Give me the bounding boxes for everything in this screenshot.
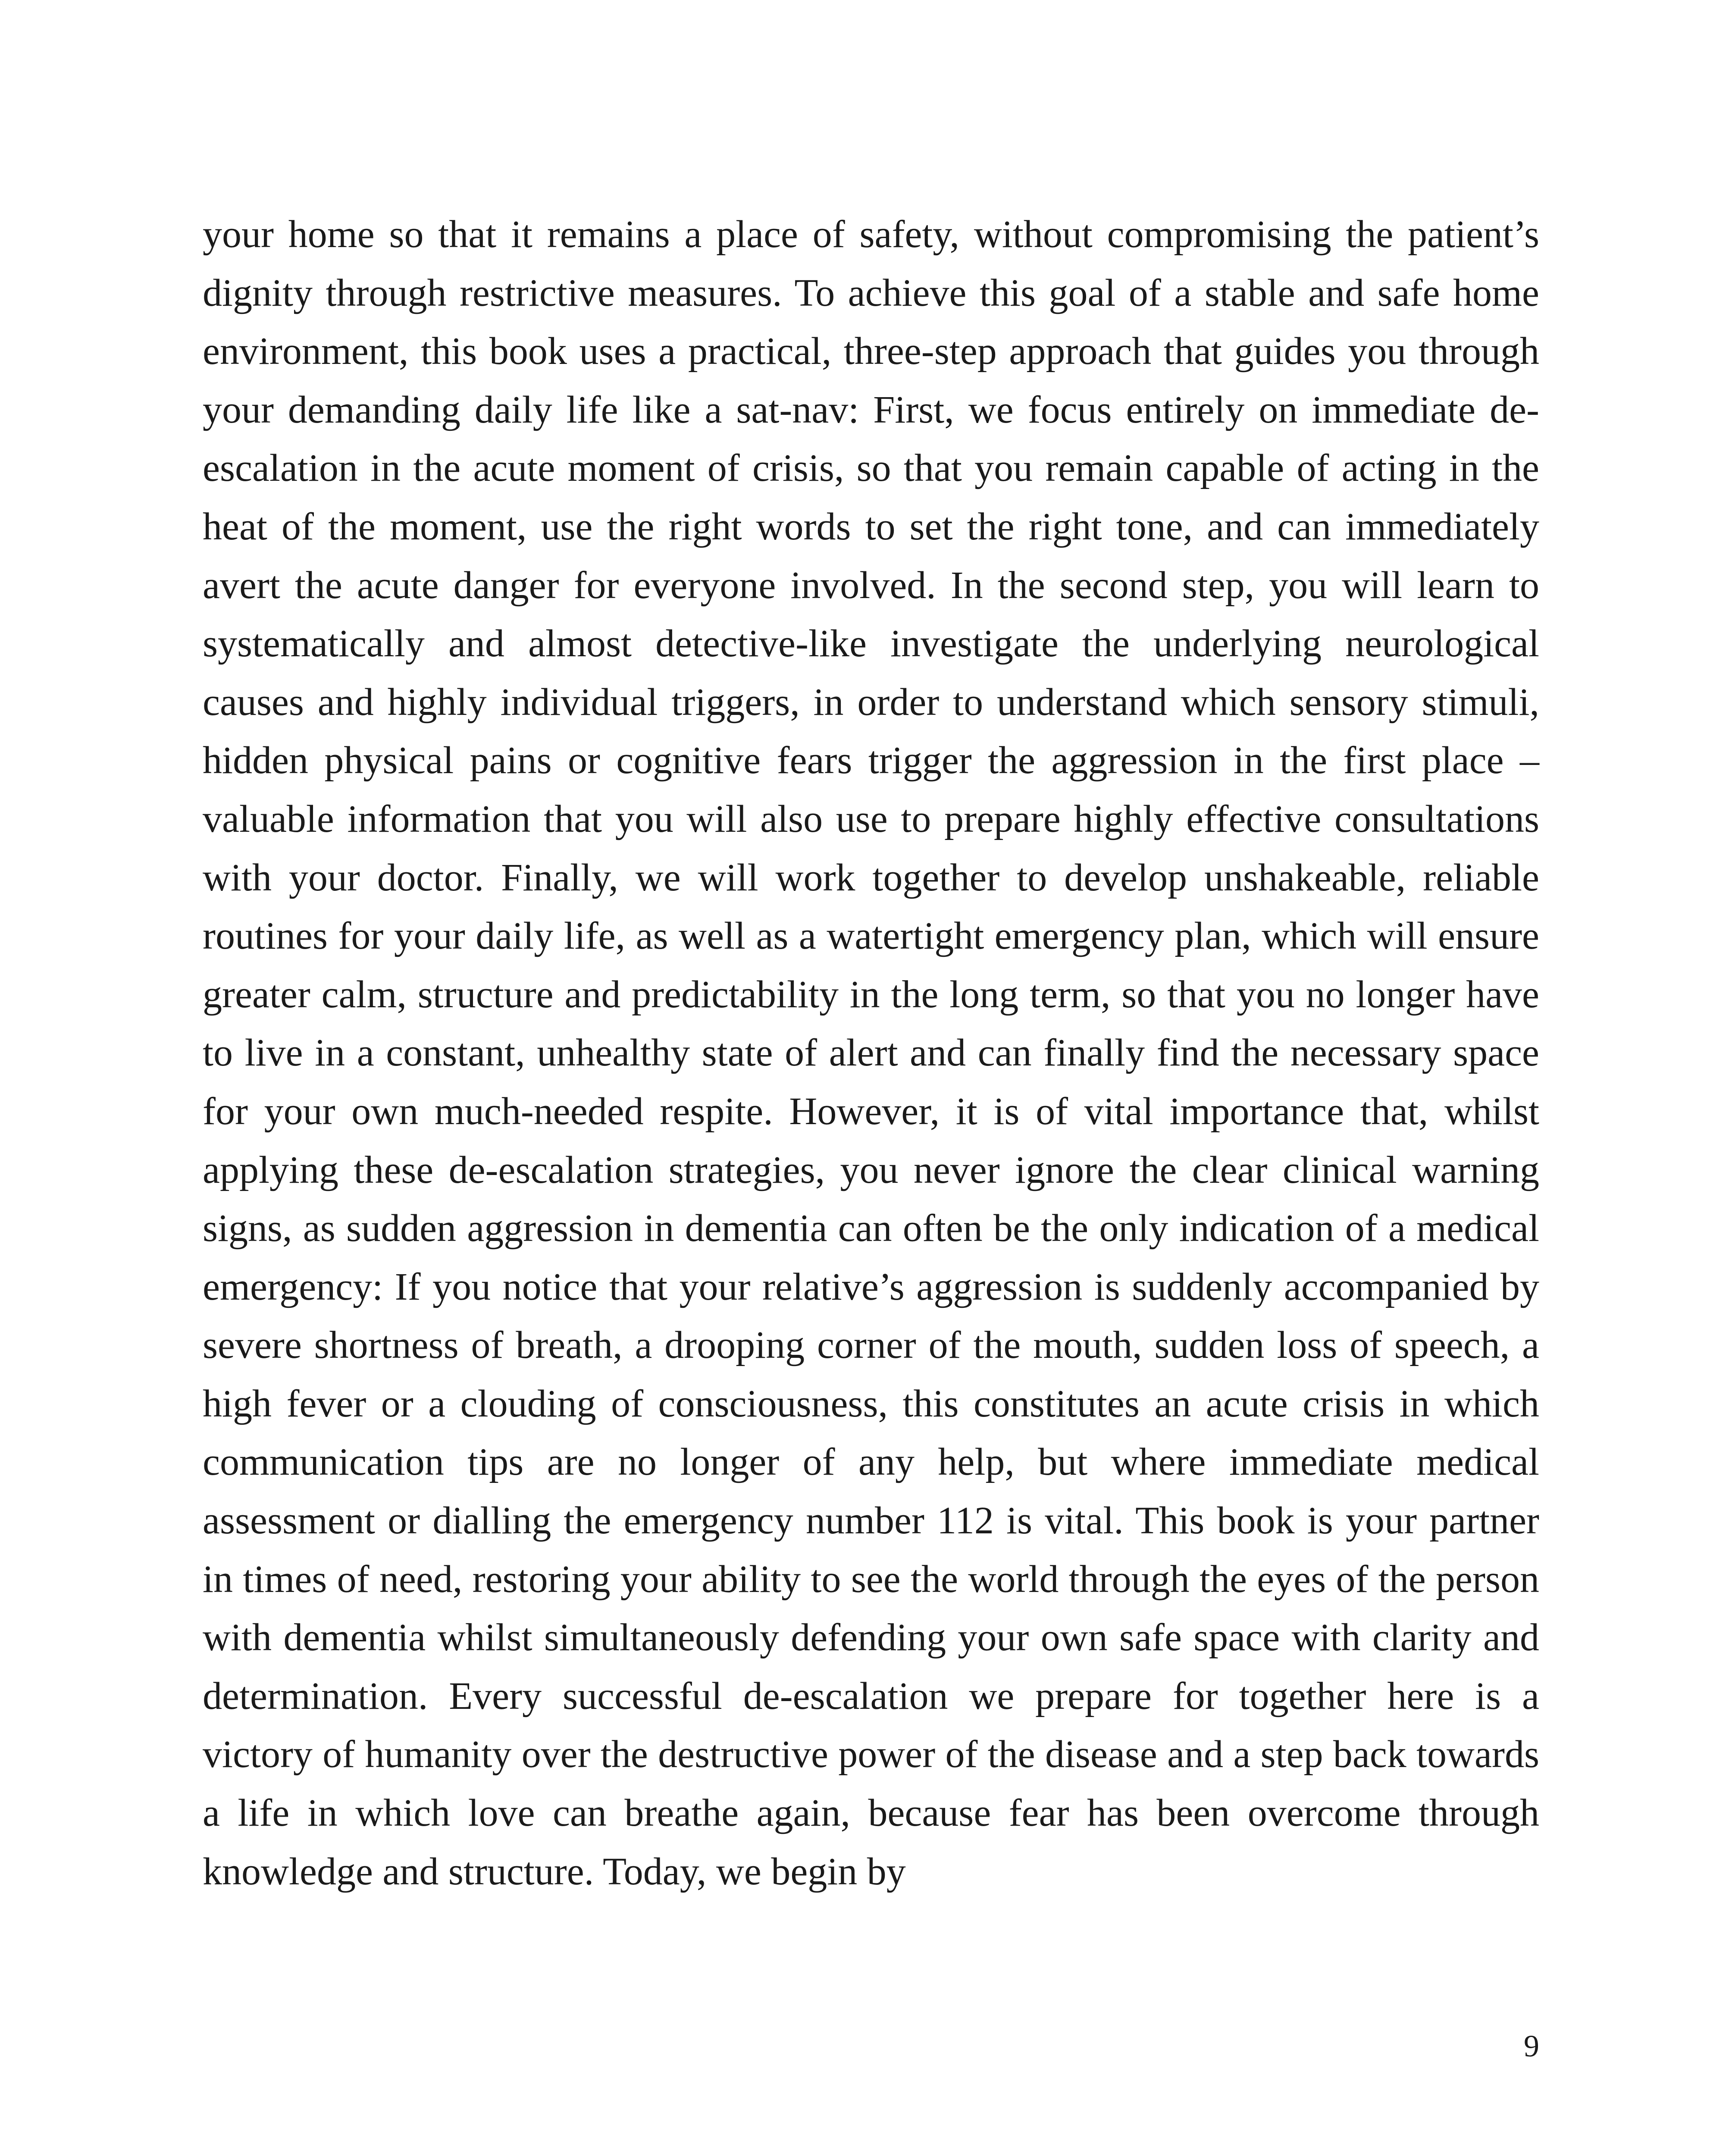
page-number: 9 bbox=[1524, 2029, 1539, 2063]
body-paragraph: your home so that it remains a place of safety, without compromising the patient’s dignity through restrictive measures. To achieve this goal of a stable and safe home environment, this book uses a practical, three-step approach that guides you through your demanding daily life like a sat-nav: First, we focus entirely on immediate de-escalation in the acute moment of crisis, so that you remain capable of acting in the heat of the moment, use the right words to set the right tone, and can immediately avert the acute danger for everyone involved. In the second step, you will learn to systematically and almost detective-like investigate the underlying neurological causes and highly individual triggers, in order to understand which sensory stimuli, hidden physical pains or cognitive fears trigger the aggression in the first place – valuable information that you will also use to prepare highly effective consultations with your doctor. Finally, we will work together to develop unshakeable, reliable routines for your daily life, as well as a watertight emergency plan, which will ensure greater calm, structure and predictability in the long term, so that you no longer have to live in a constant, unhealthy state of alert and can finally find the necessary space for your own much-needed respite. However, it is of vital importance that, whilst applying these de-escalation strategies, you never ignore the clear clinical warning signs, as sudden aggression in dementia can often be the only indication of a medical emergency: If you notice that your relative’s aggression is suddenly accompanied by severe shortness of breath, a drooping corner of the mouth, sudden loss of speech, a high fever or a clouding of consciousness, this constitutes an acute crisis in which communication tips are no longer of any help, but where immediate medical assessment or dialling the emergency number 112 is vital. This book is your partner in times of need, restoring your ability to see the world through the eyes of the person with dementia whilst simultaneously defending your own safe space with clarity and determination. Every successful de-escalation we prepare for together here is a victory of humanity over the destructive power of the disease and a step back towards a life in which love can breathe again, because fear has been overcome through knowledge and structure. Today, we begin by bbox=[203, 213, 1539, 1893]
